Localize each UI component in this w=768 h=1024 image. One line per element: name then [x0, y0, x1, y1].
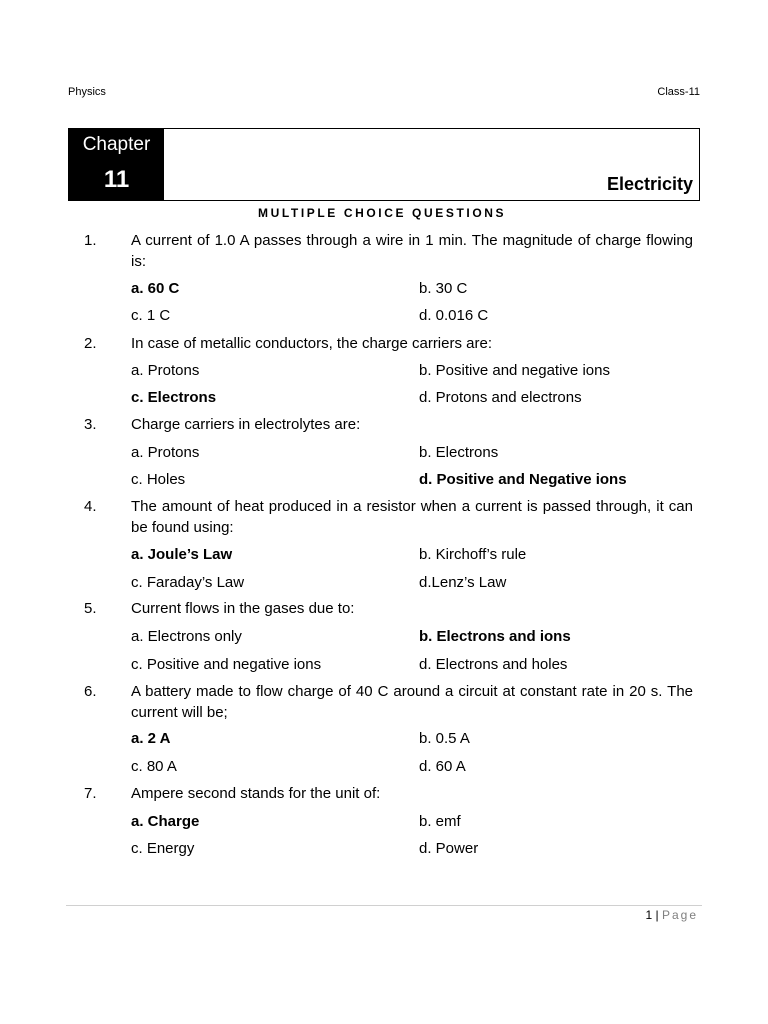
chapter-banner	[68, 128, 700, 201]
footer-separator: |	[655, 908, 659, 922]
subject-header: Physics	[68, 86, 106, 98]
chapter-number: 11	[103, 166, 130, 193]
option: b. 30 C	[419, 280, 468, 297]
question-number: 3.	[84, 416, 97, 433]
option: c. 1 C	[131, 307, 171, 324]
page-footer	[645, 908, 698, 922]
option: c. Faraday’s Law	[131, 574, 245, 591]
question-number: 4.	[84, 498, 97, 515]
option: b. emf	[419, 813, 461, 830]
footer-divider	[66, 905, 702, 906]
question-text: A current of 1.0 A passes through a wire in 1 min. The magnitude of charge flowing is:	[131, 232, 693, 270]
option: c. 80 A	[131, 758, 177, 775]
option: b. 0.5 A	[419, 730, 470, 747]
question-number: 6.	[84, 683, 97, 700]
option: c. Energy	[131, 840, 195, 857]
question-number: 5.	[84, 600, 97, 617]
option: d. Positive and Negative ions	[419, 471, 627, 488]
option: a. 2 A	[131, 730, 171, 747]
option: a. Protons	[131, 362, 200, 379]
page-number: 1	[645, 908, 653, 922]
question-text: Charge carriers in electrolytes are:	[131, 416, 361, 433]
question-number: 1.	[84, 232, 97, 249]
chapter-label: Chapter	[82, 134, 151, 155]
question-text: In case of metallic conductors, the charge carriers are:	[131, 335, 492, 352]
page-label: Page	[661, 908, 698, 922]
option: d. Power	[419, 840, 479, 857]
option: a. Protons	[131, 444, 200, 461]
question-text: A battery made to flow charge of 40 C around a circuit at constant rate in 20 s. The current will be;	[131, 683, 693, 721]
option: c. Holes	[131, 471, 186, 488]
question-text: Current flows in the gases due to:	[131, 600, 355, 617]
option: a. Electrons only	[131, 628, 242, 645]
question-text: Ampere second stands for the unit of:	[131, 785, 381, 802]
option: b. Positive and negative ions	[419, 362, 610, 379]
option: d. Protons and electrons	[419, 389, 582, 406]
option: d.Lenz’s Law	[419, 574, 507, 591]
option: c. Positive and negative ions	[131, 656, 322, 673]
option: b. Electrons and ions	[419, 628, 571, 645]
option: d. Electrons and holes	[419, 656, 568, 673]
option: d. 0.016 C	[419, 307, 489, 324]
question-number: 2.	[84, 335, 97, 352]
option: a. 60 C	[131, 280, 180, 297]
chapter-badge	[69, 129, 164, 200]
option: b. Kirchoff’s rule	[419, 546, 527, 563]
class-header: Class-11	[657, 86, 700, 98]
section-title: MULTIPLE CHOICE QUESTIONS	[258, 206, 507, 220]
chapter-title: Electricity	[606, 174, 693, 194]
option: a. Charge	[131, 813, 200, 830]
option: d. 60 A	[419, 758, 466, 775]
option: a. Joule’s Law	[131, 546, 233, 563]
option: c. Electrons	[131, 389, 217, 406]
question-number: 7.	[84, 785, 97, 802]
question-text: The amount of heat produced in a resistor when a current is passed through, it can be found using:	[131, 498, 693, 536]
option: b. Electrons	[419, 444, 499, 461]
